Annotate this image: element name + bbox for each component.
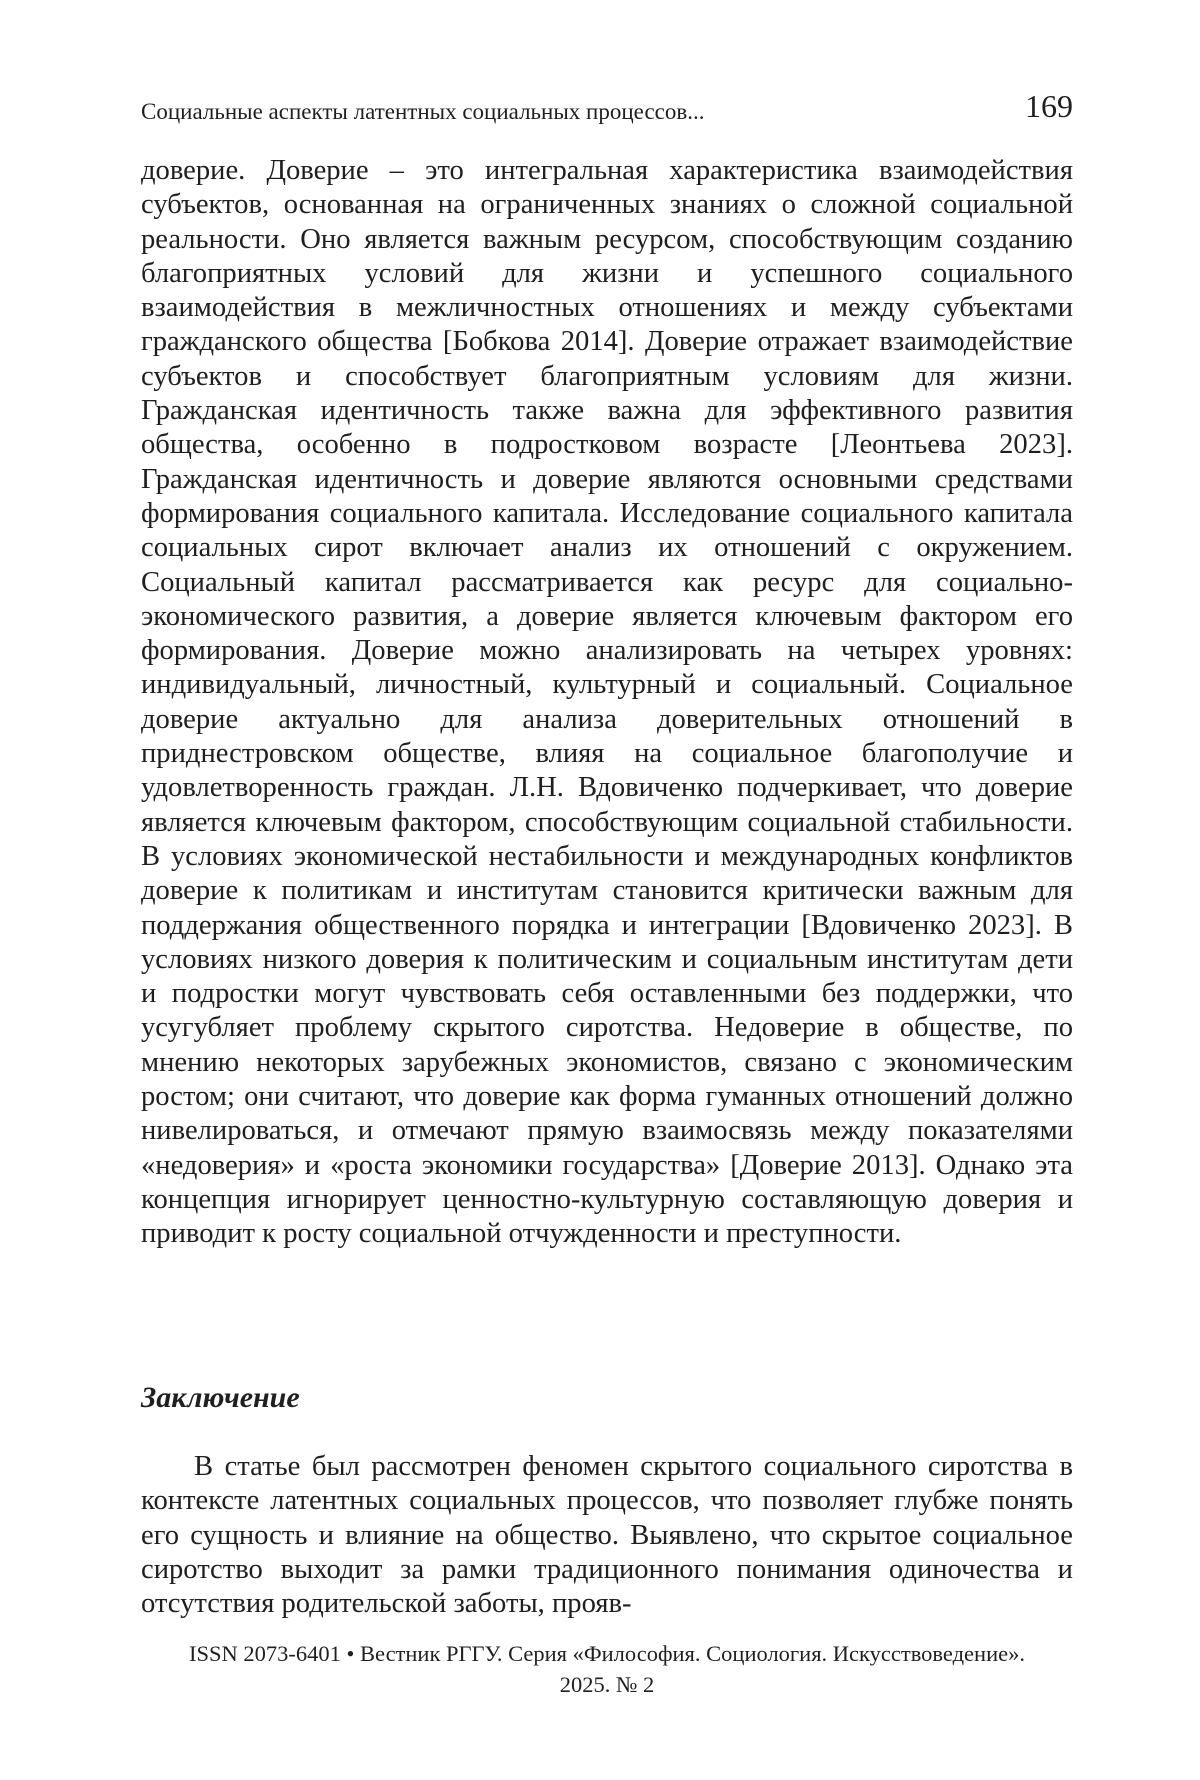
journal-info: ISSN 2073-6401 • Вестник РГГУ. Серия «Философия. Социология. Искусствоведение». bbox=[141, 1638, 1073, 1669]
page-number: 169 bbox=[1025, 88, 1073, 124]
body-paragraph: доверие. Доверие – это интегральная характеристика взаимодей­ствия субъектов, основанная на ограниченных знаниях о сложной социальной реальности. Оно является важным ресурсом, способ­ствующим созданию благоприятных условий для жизни и успеш­ного социального взаимодействия в межличностных отношениях и между субъектами гражданского общества [Бобкова 2014]. Доверие отражает взаимодействие субъектов и способствует благоприят­ным условиям для жизни. Гражданская идентичность также важна для эффективного развития общества, особенно в подростковом возрасте [Леонтьева 2023]. Гражданская идентичность и доверие являются основными средствами формирования социального капитала. Исследование социального капитала социальных сирот включает анализ их отношений с окружением. Социальный капитал рассматривается как ресурс для социально-экономического разви­тия, а доверие является ключевым фактором его формирования. До­верие можно анализировать на четырех уровнях: индивидуальный, личностный, культурный и социальный. Социальное доверие акту­ально для анализа доверительных отношений в приднестровском обществе, влияя на социальное благополучие и удовлетворенность граждан. Л.Н. Вдовиченко подчеркивает, что доверие является ключевым фактором, способствующим социальной стабильности. В условиях экономической нестабильности и международных кон­фликтов доверие к политикам и институтам становится критически важным для поддержания общественного порядка и интеграции [Вдовиченко 2023]. В условиях низкого доверия к политическим и социальным институтам дети и подростки могут чувствовать себя оставленными без поддержки, что усугубляет проблему скрытого сиротства. Недоверие в обществе, по мнению некоторых зарубежных экономистов, связано с экономическим ростом; они считают, что доверие как форма гуманных отношений должно нивелироваться, и отмечают прямую взаимосвязь между показателями «недоверия» и «роста экономики государства» [Доверие 2013]. Однако эта кон­цепция игнорирует ценностно-культурную составляющую доверия и приводит к росту социальной отчужденности и преступности. bbox=[141, 154, 1073, 1252]
issue-info: 2025. № 2 bbox=[141, 1669, 1073, 1700]
page-footer bbox=[141, 1638, 1073, 1700]
conclusion-paragraph: В статье был рассмотрен феномен скрытого социального сирот­ства в контексте латентных социальных процессов, что позволяет глубже понять его сущность и влияние на общество. Выявлено, что скрытое социальное сиротство выходит за рамки традиционного понимания одиночества и отсутствия родительской заботы, прояв- bbox=[141, 1450, 1073, 1621]
running-title: Социальные аспекты латентных социальных процессов... bbox=[141, 98, 704, 126]
page-header bbox=[141, 88, 1073, 128]
section-heading: Заключение bbox=[141, 1380, 300, 1416]
